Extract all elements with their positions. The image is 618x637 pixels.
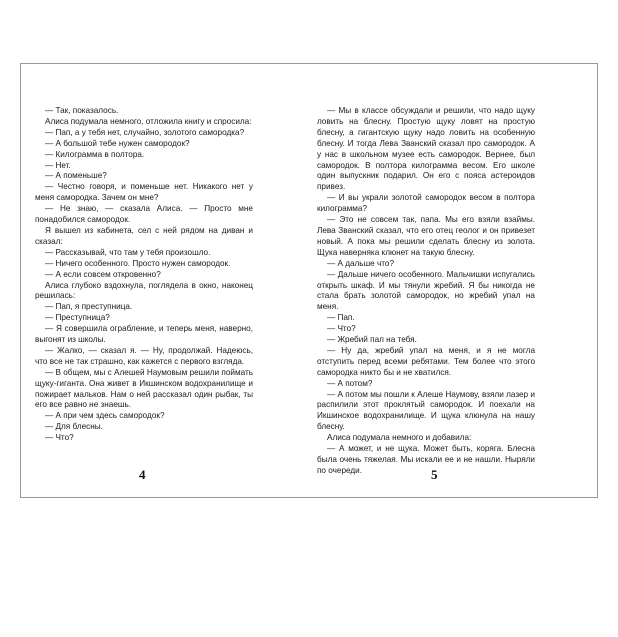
paragraph: — Ну да, жребий упал на меня, и я не могла отступить перед всеми ребятами. Тем более что этого самородка никто бы и не хватился. [317, 345, 535, 377]
paragraph: — А дальше что? [327, 258, 394, 268]
paragraph: — Не знаю, — сказала Алиса. — Просто мне понадобился самородок. [35, 204, 253, 225]
paragraph: Алиса подумала немного и добавила: [327, 433, 472, 443]
paragraph: — А если совсем откровенно? [45, 269, 161, 279]
paragraph: — Пап. [327, 313, 355, 323]
paragraph: — Так, показалось. [45, 106, 119, 115]
paragraph: — Килограмма в полтора. [45, 149, 145, 159]
paragraph: — Дальше ничего особенного. Мальчишки испугались открыть шкаф. И мы тянули жребий. Я бы никогда не стала брать золотой самородок, но жребий упал на меня. [317, 269, 535, 312]
paragraph: — Жалко, — сказал я. — Ну, продолжай. Надеюсь, что все не так страшно, как кажется с первого взгляда. [35, 345, 253, 366]
paragraph: — Жребий пал на тебя. [327, 335, 417, 345]
paragraph: — Пап, а у тебя нет, случайно, золотого самородка? [45, 127, 245, 137]
paragraph: — А потом мы пошли к Алеше Наумову, взяли лазер и распилили этот проклятый самородок. И поехали на Икшинское водохранилище. И щука клюнула на нашу блесну. [317, 389, 535, 432]
left-page-text [35, 106, 253, 444]
paragraph: — Честно говоря, и поменьше нет. Никакого нет у меня самородка. Зачем он мне? [35, 182, 253, 203]
paragraph: — А может, и не щука. Может быть, коряга. Блесна была очень тяжелая. Мы искали ее и не нашли. Ныряли по очереди. [317, 444, 535, 475]
paragraph: — А большой тебе нужен самородок? [45, 138, 190, 148]
paragraph: Алиса глубоко вздохнула, поглядела в окно, наконец решилась: [35, 280, 253, 301]
paragraph: — Я совершила ограбление, и теперь меня, наверно, выгонят из школы. [35, 324, 253, 345]
paragraph: Я вышел из кабинета, сел с ней рядом на диван и сказал: [35, 225, 253, 246]
paragraph: — Пап, я преступница. [45, 302, 133, 312]
paragraph: — А поменьше? [45, 171, 107, 181]
paragraph: — Нет. [45, 160, 71, 170]
paragraph: — А потом? [327, 378, 373, 388]
paragraph: — Что? [45, 433, 74, 443]
paragraph: — Для блесны. [45, 422, 103, 432]
paragraph: — Это не совсем так, папа. Мы его взяли взаймы. Лева Званский сказал, что его отец геолог и он привезет новый. А пока мы решили сделать блесну из золота. Щука наверняка клюнет на такую блесну. [317, 215, 535, 257]
page-number-right: 5 [431, 467, 438, 482]
paragraph: — Что? [327, 324, 356, 334]
paragraph: — И вы украли золотой самородок весом в полтора килограмма? [317, 193, 535, 214]
right-page-text [317, 106, 535, 477]
paragraph: — Рассказывай, что там у тебя произошло. [45, 247, 211, 257]
paragraph: Алиса подумала немного, отложила книгу и спросила: [45, 116, 252, 126]
paragraph: — Мы в классе обсуждали и решили, что надо щуку ловить на блесну. Простую щуку ловят на простую блесну, а гигантскую щуку надо ловить на особенную блесну. И тогда Лева Званский сказал про самородок. А у нас в школьном музее есть самородок. Вернее, был самородок. В полтора килограмма весом. Его школе один выпускник подарил. Он его с пояса астероидов привез. [317, 106, 535, 192]
paragraph: — В общем, мы с Алешей Наумовым решили поймать щуку-гиганта. Она живет в Икшинском водохранилище и пожирает мальков. Нам о ней рассказал один рыбак, ты его все равно не знаешь. [35, 367, 253, 410]
paragraph: — А при чем здесь самородок? [45, 411, 165, 421]
paragraph: — Преступница? [45, 313, 110, 323]
paragraph: — Ничего особенного. Просто нужен самородок. [45, 258, 231, 268]
page-number-left: 4 [139, 467, 146, 482]
book-spread [20, 63, 598, 498]
